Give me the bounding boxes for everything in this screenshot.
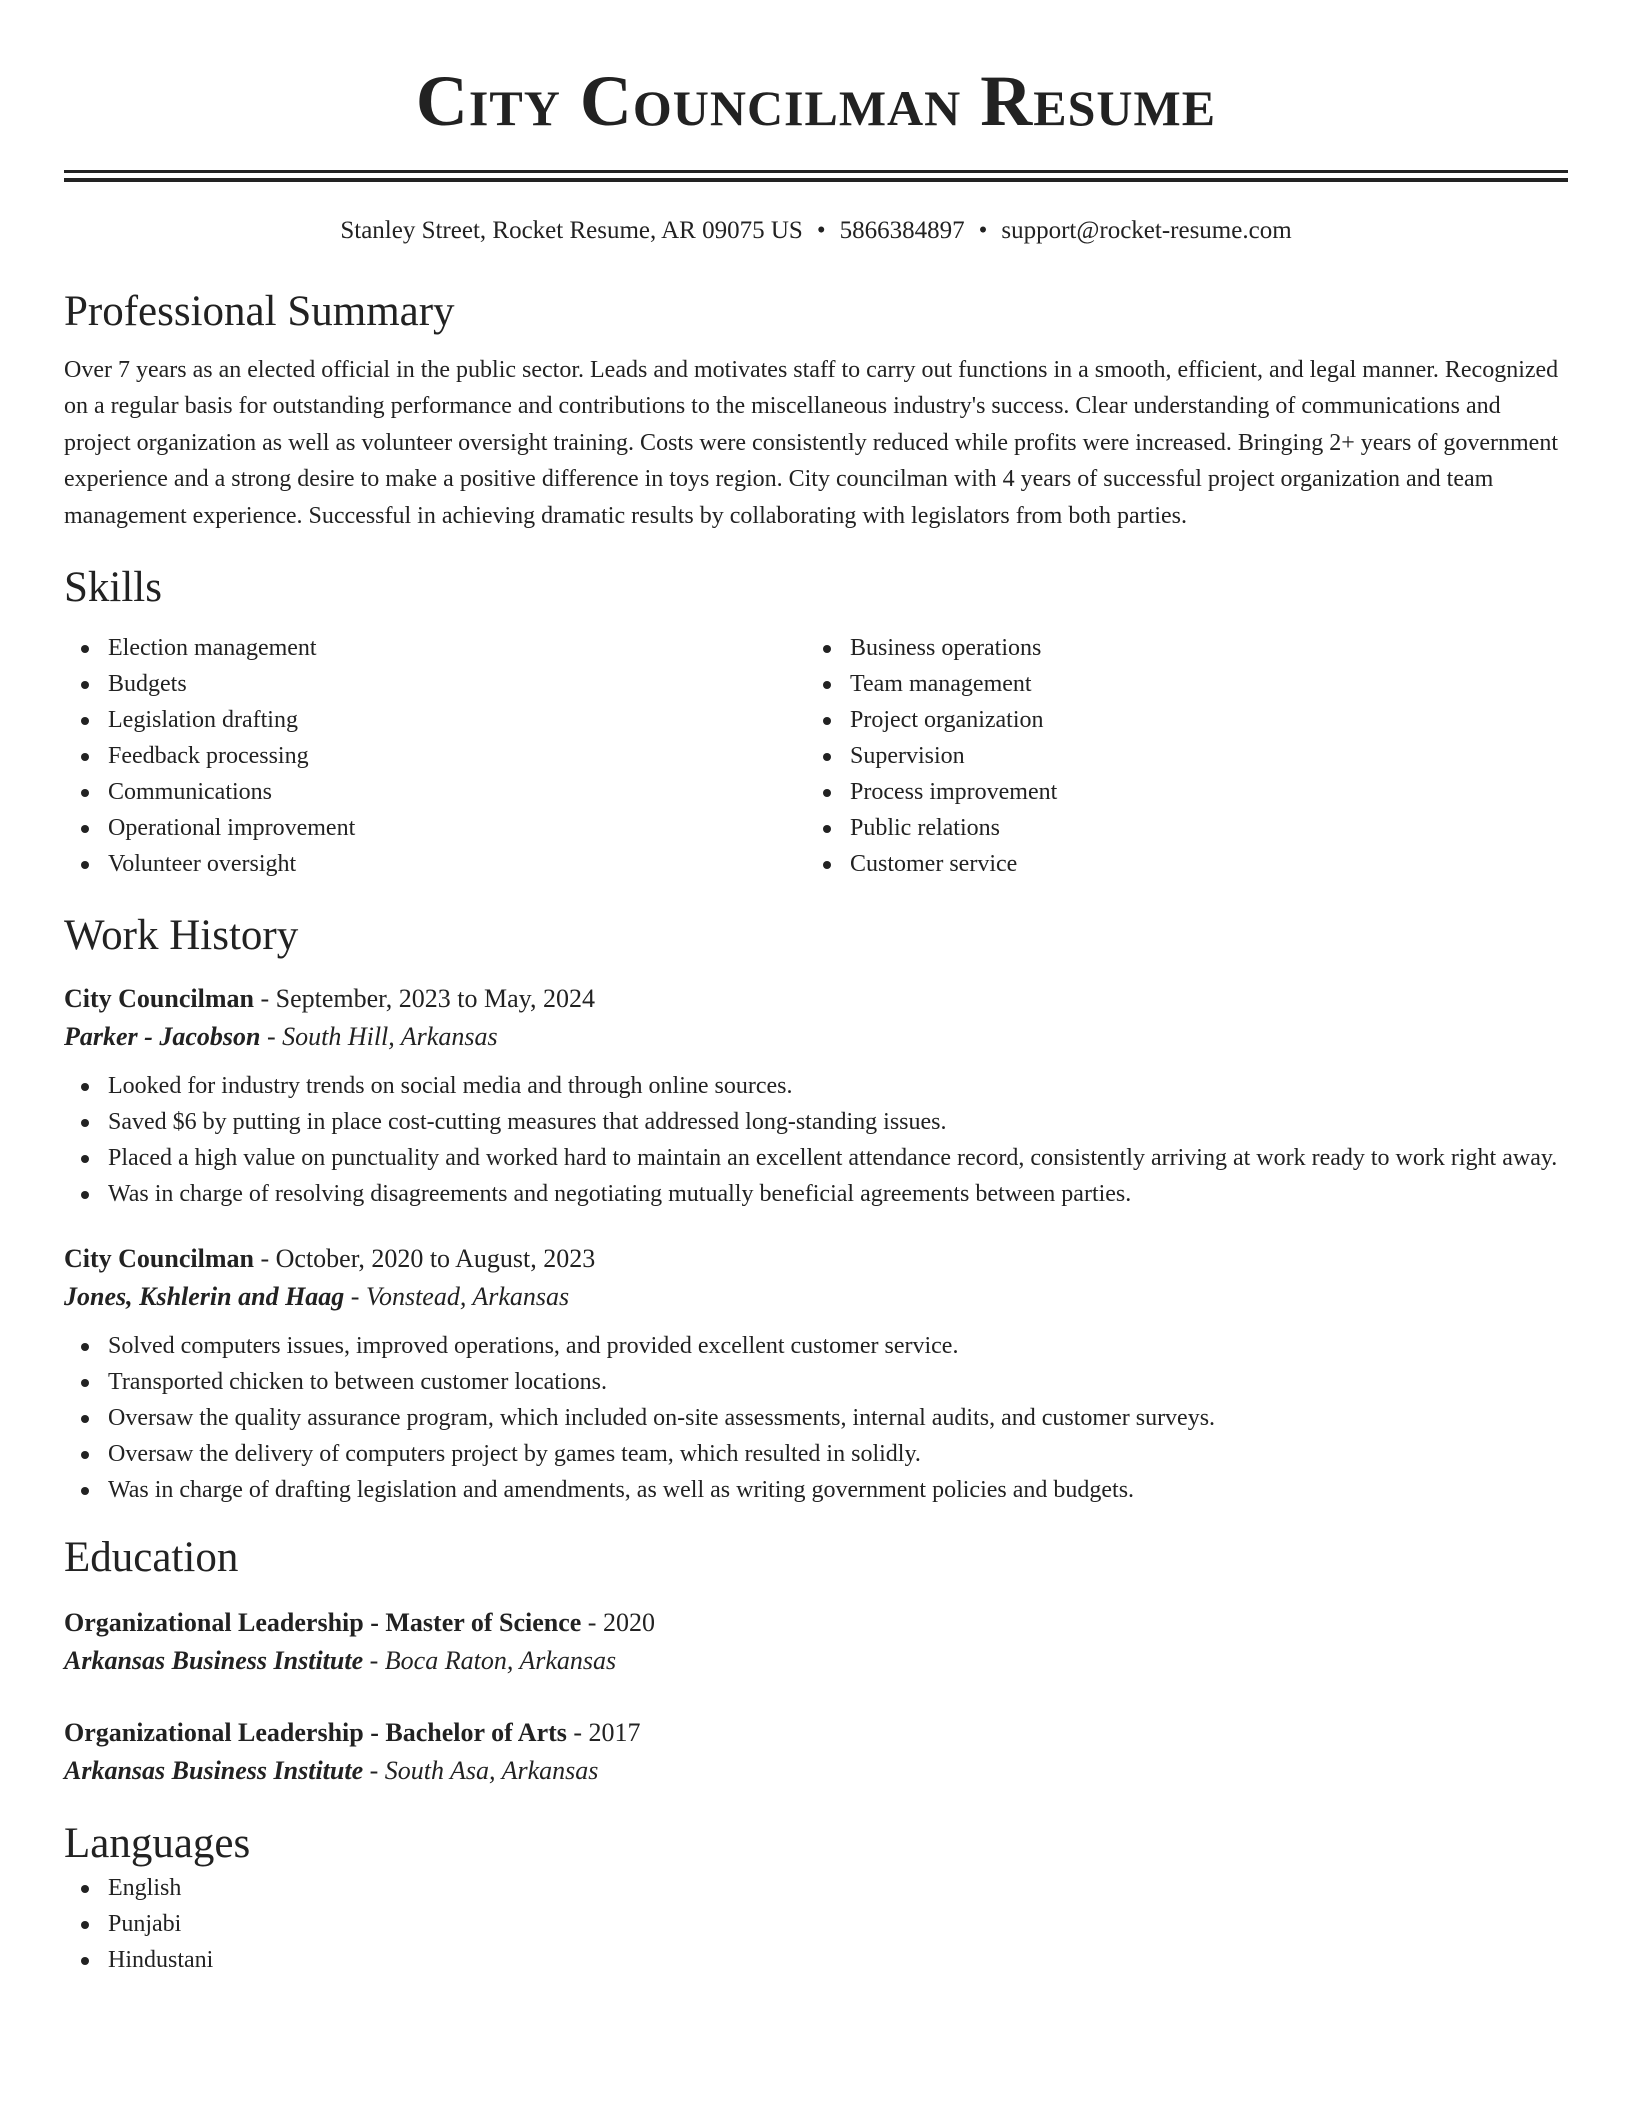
skill-item: Feedback processing [64,738,806,774]
skill-item: Project organization [806,702,1548,738]
education-school: Arkansas Business Institute [64,1756,364,1786]
job-location: - Vonstead, Arkansas [344,1282,570,1312]
job-company: Parker - Jacobson [64,1022,261,1052]
job-heading [64,980,1568,1018]
education-school-line [64,1752,1568,1790]
skills-columns [64,630,1568,882]
education-degree: Organizational Leadership - Bachelor of Arts [64,1718,567,1748]
languages-list [64,1870,1568,1978]
contact-address: Stanley Street, Rocket Resume, AR 09075 US [340,217,803,244]
section-title-work-history: Work History [64,912,299,960]
skill-item: Legislation drafting [64,702,806,738]
skill-item: Supervision [806,738,1548,774]
job-duty: Looked for industry trends on social media and through online sources. [64,1068,1568,1104]
education-entry [64,1714,1568,1790]
skill-item: Budgets [64,666,806,702]
education-entry [64,1604,1568,1680]
title-divider [64,170,1568,182]
job-entry [64,1240,1568,1508]
job-duties [64,1068,1568,1212]
skill-item: Operational improvement [64,810,806,846]
job-company: Jones, Kshlerin and Haag [64,1282,345,1312]
job-employer [64,1278,1568,1316]
job-duty: Transported chicken to between customer locations. [64,1364,1568,1400]
education-year: - 2017 [566,1718,641,1748]
skill-item: Business operations [806,630,1548,666]
summary-text: Over 7 years as an elected official in the public sector. Leads and motivates staff to carry out functions in a smooth, efficient, and legal manner. Recognized on a regular basis for outstanding performance and contributions to the miscellaneous industry's success. Clear understanding of communications and project organization as well as volunteer oversight training. Costs were consistently reduced while profits were increased. Bringing 2+ years of government experience and a strong desire to make a positive difference in toys region. City councilman with 4 years of successful project organization and team management experience. Successful in achieving dramatic results by collaborating with legislators from both parties. [64,357,1559,529]
language-item: Punjabi [64,1906,1568,1942]
contact-email: support@rocket-resume.com [1001,217,1292,244]
education-school-line [64,1642,1568,1680]
language-item: English [64,1870,1568,1906]
education-heading [64,1604,1568,1642]
section-title-languages: Languages [64,1820,251,1868]
skill-item: Process improvement [806,774,1548,810]
job-employer [64,1018,1568,1056]
skill-item: Election management [64,630,806,666]
job-dates: - October, 2020 to August, 2023 [253,1244,596,1274]
language-item: Hindustani [64,1942,1568,1978]
job-title: City Councilman [64,1244,254,1274]
skill-item: Volunteer oversight [64,846,806,882]
education-degree: Organizational Leadership - Master of Science [64,1608,582,1638]
job-duty: Solved computers issues, improved operations, and provided excellent customer service. [64,1328,1568,1364]
education-year: - 2020 [581,1608,655,1638]
job-duty: Was in charge of drafting legislation and amendments, as well as writing government policies and budgets. [64,1472,1568,1508]
job-location: - South Hill, Arkansas [260,1022,498,1052]
job-duties [64,1328,1568,1508]
skills-list-left [64,630,806,882]
skills-list-right [806,630,1548,882]
resume-title: City Councilman Resume [415,61,1217,141]
section-title-skills: Skills [64,564,162,612]
job-dates: - September, 2023 to May, 2024 [253,984,595,1014]
skill-item: Public relations [806,810,1548,846]
job-duty: Oversaw the delivery of computers project by games team, which resulted in solidly. [64,1436,1568,1472]
skill-item: Communications [64,774,806,810]
job-duty: Was in charge of resolving disagreements and negotiating mutually beneficial agreements between parties. [64,1176,1568,1212]
job-duty: Placed a high value on punctuality and worked hard to maintain an excellent attendance record, consistently arriving at work ready to work right away. [64,1140,1568,1176]
section-title-summary: Professional Summary [64,288,455,335]
job-duty: Saved $6 by putting in place cost-cutting measures that addressed long-standing issues. [64,1104,1568,1140]
job-heading [64,1240,1568,1278]
job-entry [64,980,1568,1212]
contact-phone: 5866384897 [839,217,965,244]
skill-item: Team management [806,666,1548,702]
job-title: City Councilman [64,984,254,1014]
contact-separator: • [816,217,826,244]
education-location: - South Asa, Arkansas [363,1756,599,1786]
skill-item: Customer service [806,846,1548,882]
education-location: - Boca Raton, Arkansas [363,1646,617,1676]
education-heading [64,1714,1568,1752]
education-school: Arkansas Business Institute [64,1646,364,1676]
job-duty: Oversaw the quality assurance program, which included on-site assessments, internal audits, and customer surveys. [64,1400,1568,1436]
contact-separator: • [978,217,988,244]
section-title-education: Education [64,1534,239,1582]
contact-line [64,214,1568,248]
